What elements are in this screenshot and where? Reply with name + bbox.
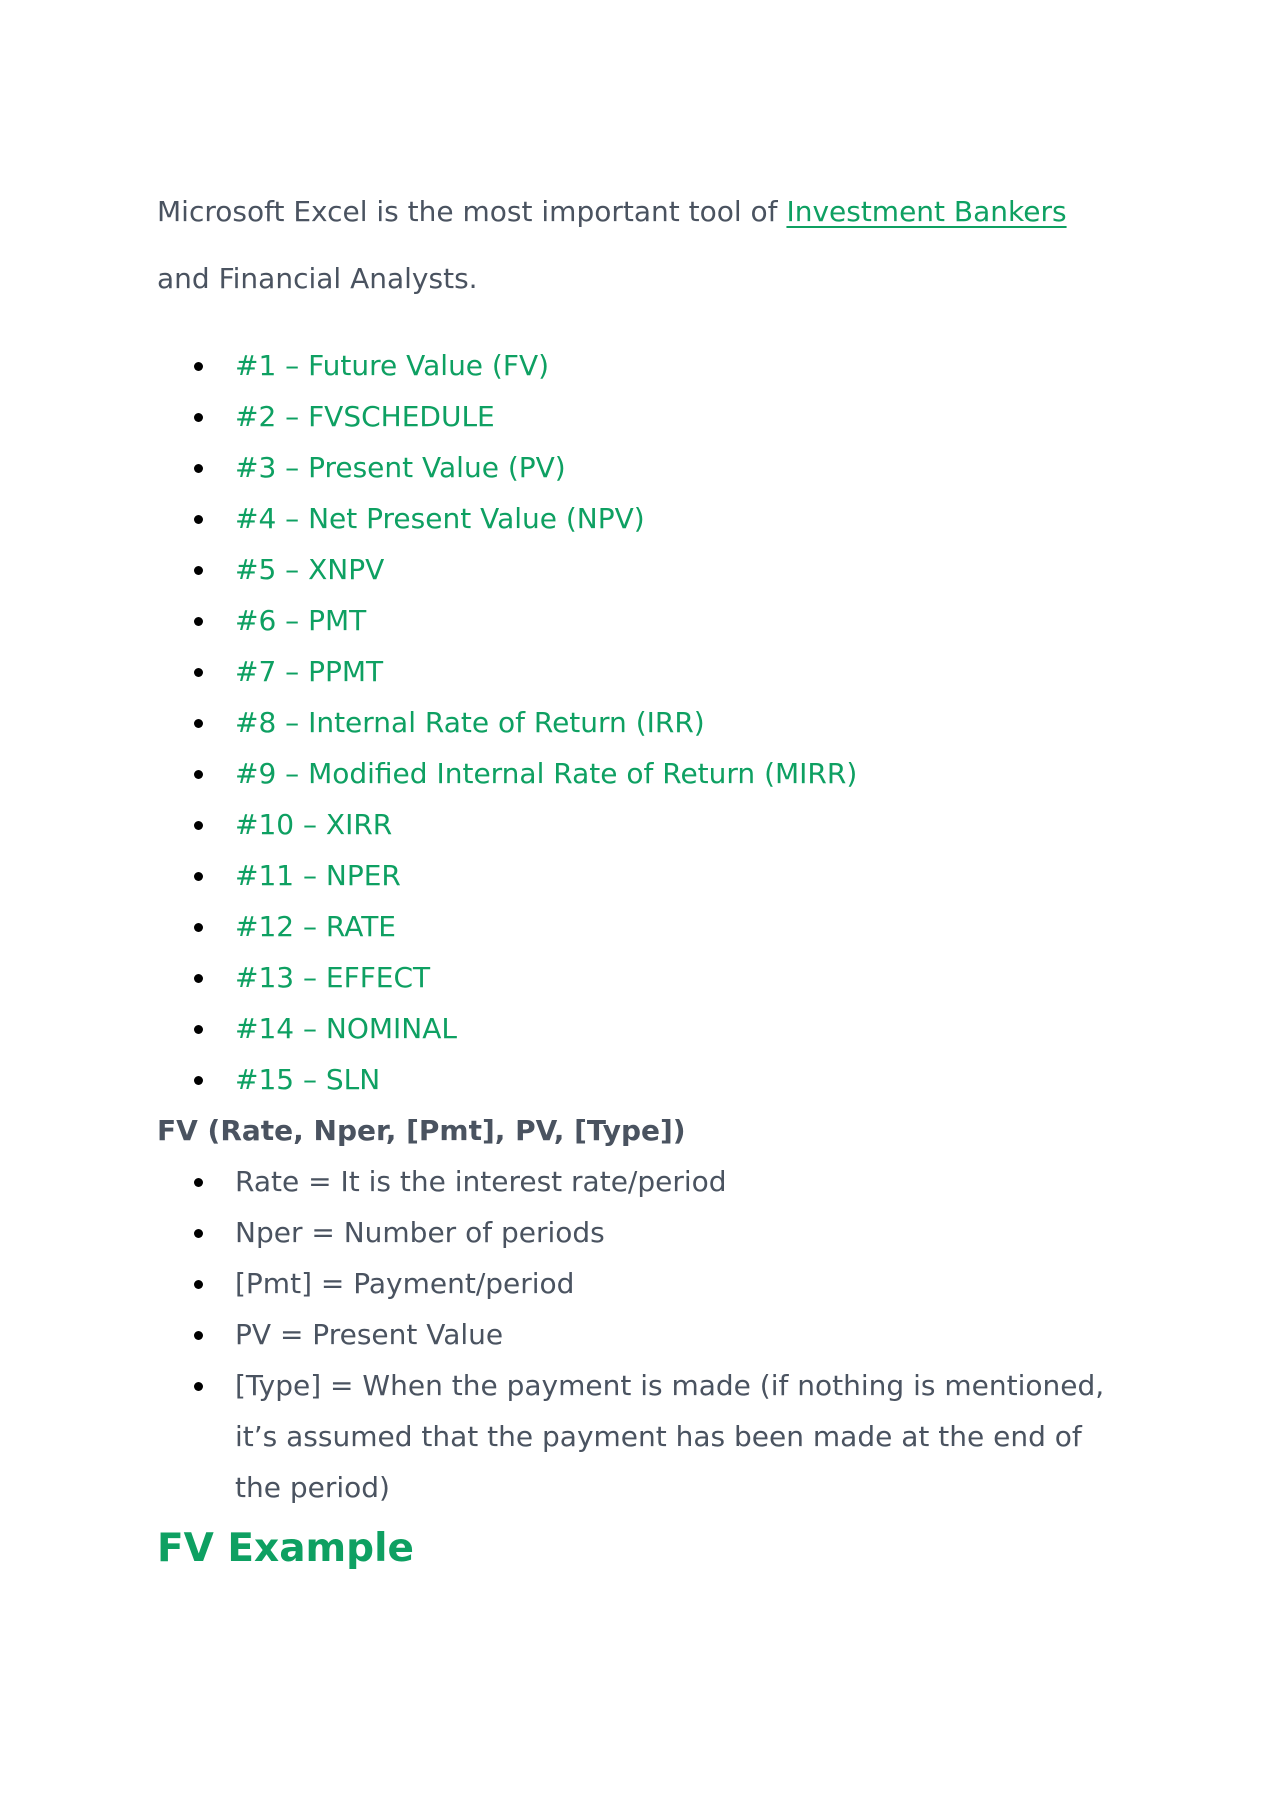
bullet-icon (194, 1076, 203, 1085)
intro-text-before: Microsoft Excel is the most important tool of (157, 195, 787, 228)
fv-syntax: FV (Rate, Nper, [Pmt], PV, [Type]) (157, 1114, 686, 1147)
argument-list (157, 1156, 1117, 1513)
toc-item (157, 340, 1117, 391)
bullet-icon (194, 1331, 203, 1340)
bullet-icon (194, 566, 203, 575)
bullet-icon (194, 1229, 203, 1238)
argument-item (157, 1156, 1117, 1207)
toc-link-irr[interactable]: #8 – Internal Rate of Return (IRR) (235, 706, 705, 739)
bullet-icon (194, 1025, 203, 1034)
bullet-icon (194, 668, 203, 677)
intro-paragraph (157, 178, 1117, 312)
bullet-icon (194, 821, 203, 830)
bullet-icon (194, 515, 203, 524)
toc-link-nper[interactable]: #11 – NPER (235, 859, 401, 892)
toc-item (157, 646, 1117, 697)
bullet-icon (194, 413, 203, 422)
toc-item (157, 1003, 1117, 1054)
function-toc-list (157, 340, 1117, 1105)
bullet-icon (194, 770, 203, 779)
toc-item (157, 901, 1117, 952)
bullet-icon (194, 1280, 203, 1289)
toc-item (157, 799, 1117, 850)
section-heading: FV Example (157, 1526, 414, 1571)
toc-link-ppmt[interactable]: #7 – PPMT (235, 655, 384, 688)
toc-link-xnpv[interactable]: #5 – XNPV (235, 553, 385, 586)
toc-link-effect[interactable]: #13 – EFFECT (235, 961, 431, 994)
toc-link-mirr[interactable]: #9 – Modified Internal Rate of Return (MIRR) (235, 757, 858, 790)
toc-item (157, 442, 1117, 493)
toc-link-xirr[interactable]: #10 – XIRR (235, 808, 393, 841)
toc-item (157, 748, 1117, 799)
investment-bankers-link[interactable]: Investment Bankers (786, 195, 1067, 228)
toc-item (157, 544, 1117, 595)
toc-link-pmt[interactable]: #6 – PMT (235, 604, 367, 637)
argument-item (157, 1207, 1117, 1258)
document-page (157, 178, 1117, 1579)
bullet-icon (194, 1382, 203, 1391)
toc-item (157, 850, 1117, 901)
toc-link-pv[interactable]: #3 – Present Value (PV) (235, 451, 566, 484)
bullet-icon (194, 719, 203, 728)
argument-item (157, 1360, 1117, 1513)
bullet-icon (194, 1178, 203, 1187)
toc-item (157, 595, 1117, 646)
toc-link-npv[interactable]: #4 – Net Present Value (NPV) (235, 502, 645, 535)
argument-text: [Type] = When the payment is made (if nothing is mentioned, it’s assumed that the payment has been made at the end of the period) (235, 1369, 1105, 1504)
argument-text: Rate = It is the interest rate/period (235, 1165, 727, 1198)
bullet-icon (194, 974, 203, 983)
bullet-icon (194, 617, 203, 626)
argument-text: [Pmt] = Payment/period (235, 1267, 575, 1300)
argument-item (157, 1309, 1117, 1360)
toc-item (157, 493, 1117, 544)
bullet-icon (194, 872, 203, 881)
toc-item (157, 697, 1117, 748)
toc-link-sln[interactable]: #15 – SLN (235, 1063, 381, 1096)
toc-link-rate[interactable]: #12 – RATE (235, 910, 396, 943)
toc-link-fvschedule[interactable]: #2 – FVSCHEDULE (235, 400, 495, 433)
bullet-icon (194, 362, 203, 371)
toc-item (157, 1054, 1117, 1105)
bullet-icon (194, 923, 203, 932)
toc-link-fv[interactable]: #1 – Future Value (FV) (235, 349, 550, 382)
argument-text: Nper = Number of periods (235, 1216, 605, 1249)
argument-text: PV = Present Value (235, 1318, 504, 1351)
toc-item (157, 952, 1117, 1003)
intro-text-after: and Financial Analysts. (157, 262, 478, 295)
toc-item (157, 391, 1117, 442)
toc-link-nominal[interactable]: #14 – NOMINAL (235, 1012, 457, 1045)
argument-item (157, 1258, 1117, 1309)
bullet-icon (194, 464, 203, 473)
